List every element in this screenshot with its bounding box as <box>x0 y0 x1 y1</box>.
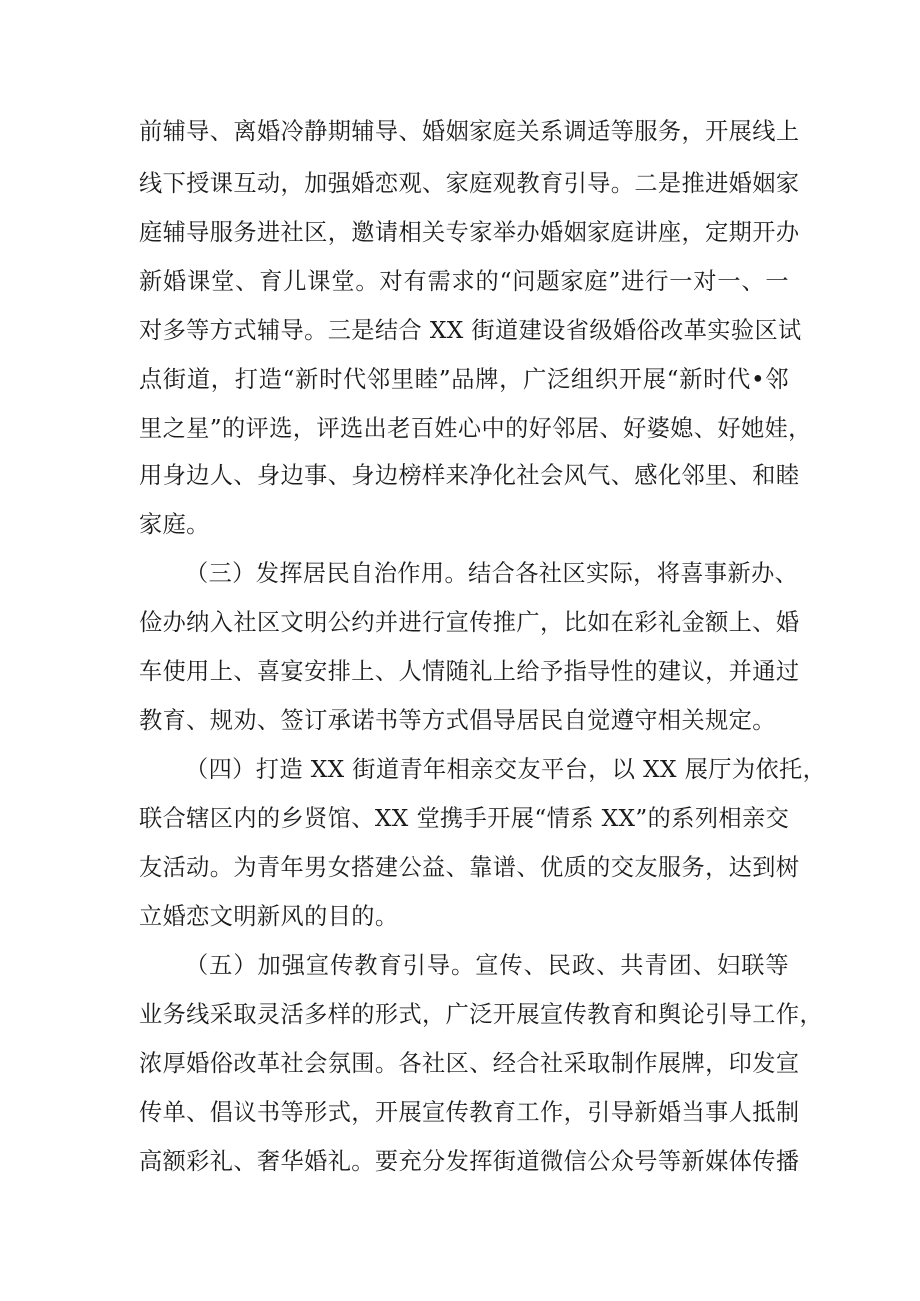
text-line: 俭办纳入社区文明公约并进行宣传推广，比如在彩礼金额上、婚 <box>139 609 800 636</box>
text-line: 用身边人、身边事、身边榜样来净化社会风气、感化邻里、和睦 <box>139 462 800 489</box>
text-line: 点街道，打造“新时代邻里睦”品牌，广泛组织开展“新时代•邻 <box>139 366 789 393</box>
text-line: 业务线采取灵活多样的形式，广泛开展宣传教育和舆论引导工作， <box>139 1001 824 1028</box>
text-line: 对多等方式辅导。三是结合 XX 街道建设省级婚俗改革实验区试 <box>139 317 802 344</box>
text-line: 教育、规劝、签订承诺书等方式倡导居民自觉遵守相关规定。 <box>139 707 776 734</box>
text-line: 传单、倡议书等形式，开展宣传教育工作，引导新婚当事人抵制 <box>139 1099 800 1126</box>
text-line: 联合辖区内的乡贤馆、XX 堂携手开展“情系 XX”的系列相亲交 <box>139 805 790 832</box>
text-line: 浓厚婚俗改革社会氛围。各社区、经合社采取制作展牌，印发宣 <box>139 1050 800 1077</box>
text-line: 立婚恋文明新风的目的。 <box>139 903 399 930</box>
text-line: 里之星”的评选，评选出老百姓心中的好邻居、好婆媳、好她娃， <box>139 415 812 442</box>
paragraph-heading-5: （五）加强宣传教育引导。宣传、民政、共青团、妇联等 <box>185 952 789 979</box>
text-line: 庭辅导服务进社区，邀请相关专家举办婚姻家庭讲座，定期开办 <box>139 219 800 246</box>
text-line: 线下授课互动，加强婚恋观、家庭观教育引导。二是推进婚姻家 <box>139 170 800 197</box>
paragraph-heading-4: （四）打造 XX 街道青年相亲交友平台，以 XX 展厅为依托， <box>185 756 827 783</box>
text-line: 友活动。为青年男女搭建公益、靠谱、优质的交友服务，达到树 <box>139 854 800 881</box>
text-line: 高额彩礼、奢华婚礼。要充分发挥街道微信公众号等新媒体传播 <box>139 1148 800 1175</box>
text-line: 前辅导、离婚冷静期辅导、婚姻家庭关系调适等服务，开展线上 <box>139 118 800 145</box>
text-line: 新婚课堂、育儿课堂。对有需求的“问题家庭”进行一对一、一 <box>139 268 789 295</box>
paragraph-heading-3: （三）发挥居民自治作用。结合各社区实际，将喜事新办、 <box>185 560 799 587</box>
text-line: 车使用上、喜宴安排上、人情随礼上给予指导性的建议，并通过 <box>139 658 800 685</box>
text-line: 家庭。 <box>139 511 210 538</box>
